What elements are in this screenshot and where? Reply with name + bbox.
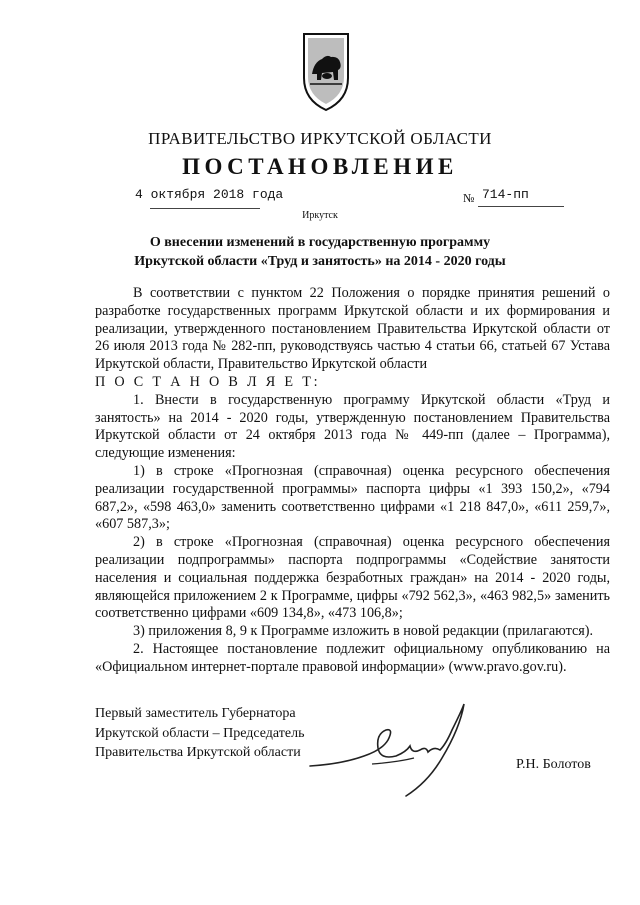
number-sign: № [463, 191, 475, 205]
document-title [80, 233, 560, 271]
handwritten-signature [302, 700, 482, 800]
document-date: 4 октября 2018 года [135, 187, 284, 202]
position-line-3: Правительства Иркутской области [95, 745, 301, 760]
title-line-1: О внесении изменений в государственную программу [149, 235, 491, 250]
document-body [95, 285, 610, 677]
intro-paragraph: В соответствии с пунктом 22 Положения о порядке принятия решений о разработке государственных программ Иркутской области и их формирования и реализации, утвержденного постановлением Правительства Иркутской области от 26 июля 2013 года № 282-пп, руководствуясь частью 4 статьи 66, статьей 67 Устава Иркутской области, Правительство Иркутской области [95, 285, 610, 373]
item-1-1: 1) в строке «Прогнозная (справочная) оценка ресурсного обеспечения реализации государственной программы» паспорта цифры «1 393 150,2», «794 687,2», «598 463,0» заменить соответственно цифрами «1 218 847,0», «611 259,7», «607 587,3»; [95, 462, 610, 533]
title-line-2: Иркутской области «Труд и занятость» на 2014 - 2020 годы [134, 254, 506, 269]
decree-word: П О С Т А Н О В Л Я Е Т: [95, 373, 321, 390]
item-1: 1. Внести в государственную программу Иркутской области «Труд и занятость» на 2014 - 2020 годы, утвержденную постановлением Правительства Иркутской области от 24 октября 2013 года № 449-пп (далее – Программа), следующие изменения: [95, 391, 610, 462]
city-name: Иркутск [302, 210, 338, 221]
item-2: 2. Настоящее постановление подлежит официальному опубликованию на «Официальном интернет-портале правовой информации» (www.pravo.gov.ru). [95, 640, 610, 675]
signatory-name: Р.Н. Болотов [516, 757, 591, 772]
government-name: ПРАВИТЕЛЬСТВО ИРКУТСКОЙ ОБЛАСТИ [148, 129, 492, 148]
item-1-2: 2) в строке «Прогнозная (справочная) оценка ресурсного обеспечения реализации подпрограммы» паспорта подпрограммы «Содействие занятости населения и социальная поддержка безработных граждан» на 2014 - 2020 годы, являющейся приложением 2 к Программе, цифры «792 562,3», «463 982,5» заменить соответственно цифрами «609 134,8», «473 106,8»; [95, 534, 610, 622]
item-1-3: 3) приложения 8, 9 к Программе изложить в новой редакции (прилагаются). [133, 623, 594, 640]
signatory-position [95, 704, 304, 763]
position-line-1: Первый заместитель Губернатора [95, 706, 296, 721]
number-underline [478, 206, 564, 207]
coat-of-arms-icon [300, 32, 352, 112]
position-line-2: Иркутской области – Председатель [95, 725, 305, 741]
date-underline [150, 208, 260, 209]
document-type: ПОСТАНОВЛЕНИЕ [182, 154, 458, 179]
document-number: 714-пп [482, 187, 529, 202]
